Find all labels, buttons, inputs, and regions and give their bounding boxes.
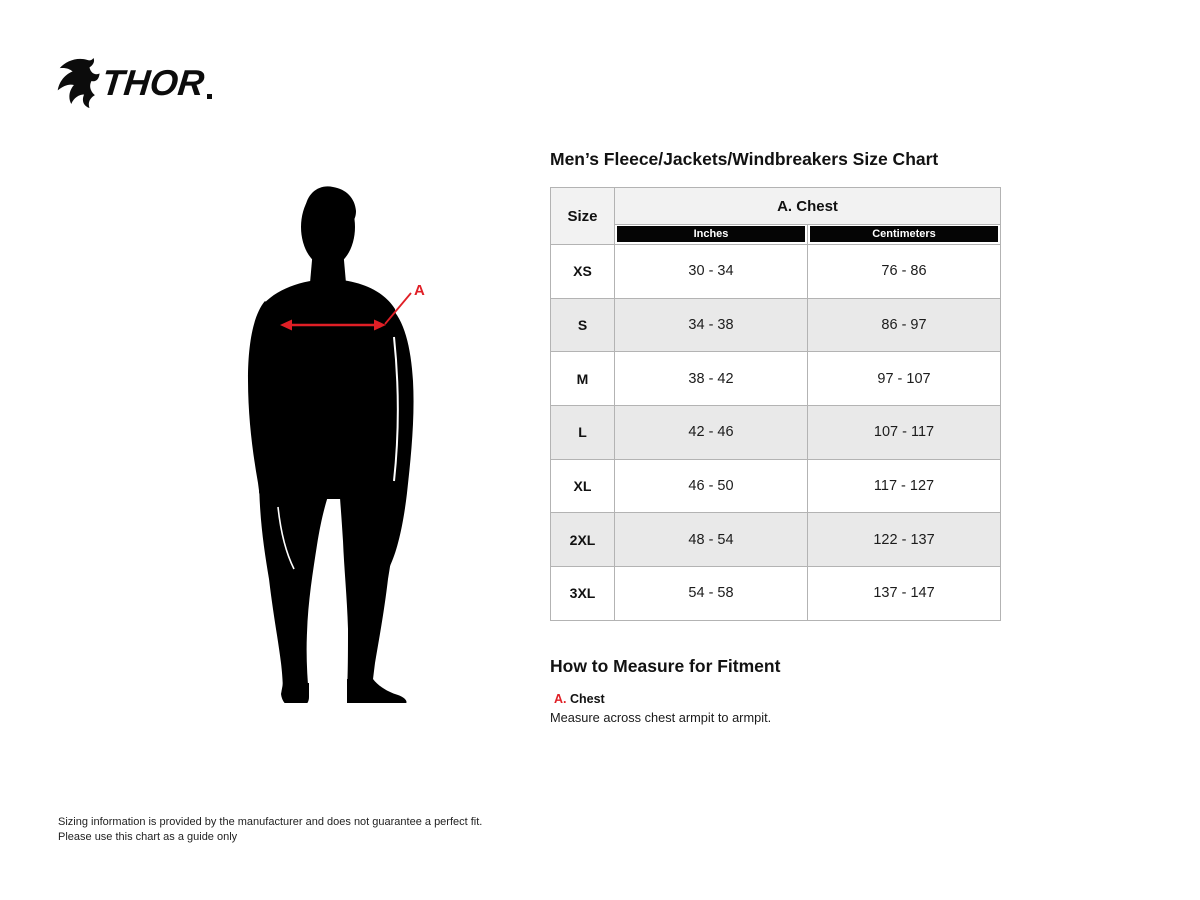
table-row-2xl [551, 513, 1001, 567]
trademark-dot [207, 94, 212, 99]
table-row-xs [551, 245, 1001, 299]
brand-logo-text: THOR [99, 62, 207, 103]
size-table [550, 187, 1001, 621]
inches-cell: 54 - 58 [615, 567, 808, 621]
centimeters-cell: 107 - 117 [808, 406, 1001, 460]
disclaimer-line-1: Sizing information is provided by the manufacturer and does not guarantee a perfect fit. [58, 816, 483, 828]
table-row-l [551, 406, 1001, 460]
measure-item-description: Measure across chest armpit to armpit. [550, 710, 772, 725]
size-table-container [550, 187, 1000, 621]
male-silhouette [248, 186, 414, 703]
centimeters-cell: 122 - 137 [808, 513, 1001, 567]
size-chart-title: Men’s Fleece/Jackets/Windbreakers Size Chart [550, 149, 939, 169]
table-row-3xl [551, 567, 1001, 621]
centimeters-header-cell [808, 225, 1001, 245]
inches-header-bar: Inches [617, 226, 805, 242]
centimeters-cell: 117 - 127 [808, 459, 1001, 513]
centimeters-cell: 97 - 107 [808, 352, 1001, 406]
centimeters-header-bar: Centimeters [810, 226, 998, 242]
size-cell: XS [551, 245, 615, 299]
inches-cell: 42 - 46 [615, 406, 808, 460]
chest-marker-label: A [414, 282, 425, 299]
table-row-m [551, 352, 1001, 406]
size-cell: 3XL [551, 567, 615, 621]
measure-item-name: Chest [569, 692, 605, 706]
size-cell: XL [551, 459, 615, 513]
inches-cell: 30 - 34 [615, 245, 808, 299]
inches-cell: 46 - 50 [615, 459, 808, 513]
inches-cell: 38 - 42 [615, 352, 808, 406]
chest-column-header: A. Chest [615, 188, 1001, 225]
disclaimer-line-2: Please use this chart as a guide only [58, 830, 238, 843]
size-cell: 2XL [551, 513, 615, 567]
how-to-measure-heading: How to Measure for Fitment [550, 656, 781, 676]
measure-item-letter: A. [554, 692, 567, 706]
table-row-xl [551, 459, 1001, 513]
size-cell: L [551, 406, 615, 460]
size-cell: M [551, 352, 615, 406]
inches-cell: 48 - 54 [615, 513, 808, 567]
brand-logo [56, 58, 212, 108]
centimeters-cell: 76 - 86 [808, 245, 1001, 299]
body-silhouette-figure [247, 185, 447, 703]
disclaimer [58, 815, 482, 844]
inches-header-cell [615, 225, 808, 245]
thor-goat-icon [56, 58, 100, 108]
size-cell: S [551, 298, 615, 352]
table-row-s [551, 298, 1001, 352]
inches-cell: 34 - 38 [615, 298, 808, 352]
centimeters-cell: 137 - 147 [808, 567, 1001, 621]
centimeters-cell: 86 - 97 [808, 298, 1001, 352]
size-column-header: Size [551, 188, 615, 245]
measure-item-chest [554, 692, 605, 706]
